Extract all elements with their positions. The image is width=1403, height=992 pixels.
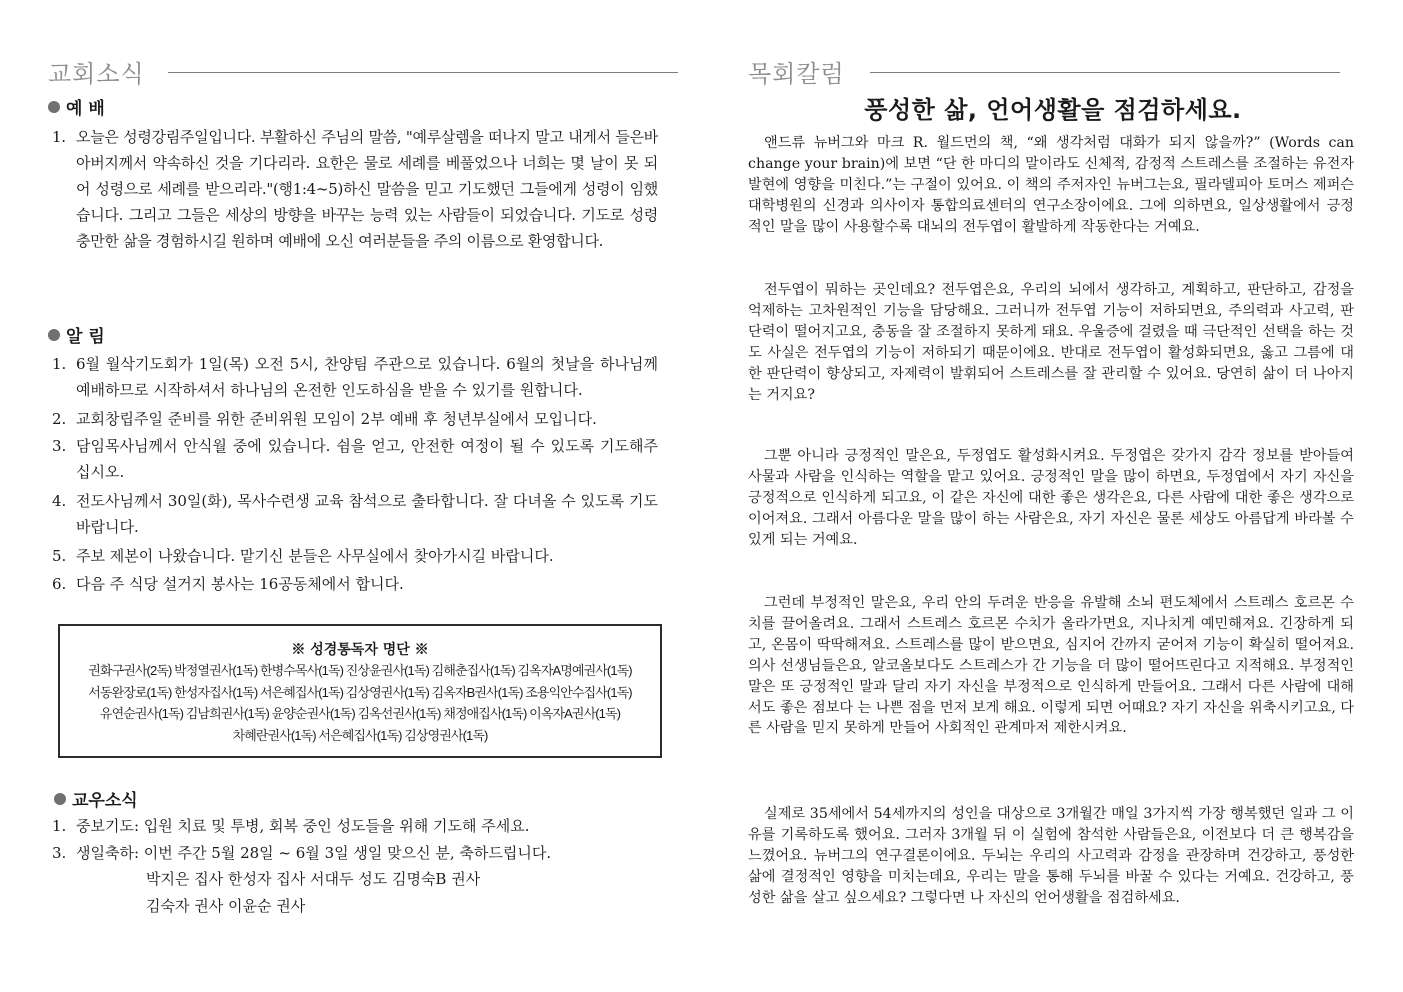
member-item-1	[52, 813, 658, 839]
worship-item	[52, 124, 658, 254]
bible-readers-box	[58, 624, 662, 758]
bullet-icon	[48, 329, 60, 341]
worship-heading-label: 예 배	[66, 99, 105, 119]
item-number: 4.	[52, 492, 67, 510]
column-paragraph-5: 실제로 35세에서 54세까지의 성인을 대상으로 3개월간 매일 3가지씩 가장 행복했던 일과 그 이유를 기록하도록 했어요. 그러자 3개월 뒤 이 실험에 참석한 사람들은요, 이전보다 더 큰 행복감을 느꼈어요. 뉴버그의 연구결론이에요. 두뇌는 우리의 사고력과 감정을 관장하며 건강하고, 풍성한 삶에 결정적인 영향을 미치는데요, 우리는 말을 통해 두뇌를 바꿀 수 있다는 거예요. 건강하고, 풍성한 삶을 살고 싶으세요? 그렇다면 나 자신의 언어생활을 점검하세요.	[748, 806, 1354, 906]
item-text: 생일축하: 이번 주간 5월 28일 ~ 6월 3일 생일 맞으신 분, 축하드립니다.	[76, 844, 552, 862]
item-text: 교회창립주일 준비를 위한 준비위원 모임이 2부 예배 후 청년부실에서 모입니다.	[76, 410, 597, 428]
item-text: 담임목사님께서 안식월 중에 있습니다. 쉼을 얻고, 안전한 여정이 될 수 있도록 기도해주십시오.	[76, 437, 658, 481]
birthday-names-2: 김숙자 권사 이윤순 권사	[146, 897, 306, 915]
bible-readers-list	[68, 660, 652, 746]
item-text: 주보 제본이 나왔습니다. 맡기신 분들은 사무실에서 찾아가시길 바랍니다.	[76, 547, 554, 565]
notice-item-5	[52, 543, 658, 569]
members-heading	[54, 786, 138, 811]
church-news-title: 교회소식	[48, 60, 145, 88]
column-title: 풍성한 삶, 언어생활을 점검하세요.	[864, 96, 1242, 124]
notices-heading-label: 알 림	[66, 327, 105, 347]
item-number: 3.	[52, 437, 67, 455]
item-number: 1.	[52, 355, 67, 373]
readers-line: 차혜란권사(1독) 서은혜집사(1독) 김상영권사(1독)	[232, 727, 488, 743]
item-text: 6월 월삭기도회가 1일(목) 오전 5시, 찬양팀 주관으로 있습니다. 6월의 첫날을 하나님께 예배하므로 시작하셔서 하나님의 온전한 인도하심을 받을 수 있기를 원합니다.	[76, 355, 658, 399]
readers-line: 권화구권사(2독) 박정열권사(1독) 한병수목사(1독) 진상윤권사(1독) 김해춘집사(1독) 김옥자A명예권사(1독)	[88, 663, 632, 678]
pastor-column-header	[748, 50, 1358, 88]
header-rule	[870, 72, 1340, 73]
bullet-icon	[54, 793, 66, 805]
member-item-2	[52, 840, 658, 866]
birthday-names-1: 박지은 집사 한성자 집사 서대두 성도 김명숙B 권사	[146, 870, 481, 888]
column-paragraph-4: 그런데 부정적인 말은요, 우리 안의 두려운 반응을 유발해 소뇌 편도체에서 스트레스 호르몬 수치를 끌어올려요. 그래서 스트레스 호르몬 수치가 올라가면요, 지나치게 예민해져요. 긴장하게 되고, 온몸이 딱딱해져요. 스트레스를 많이 받으면요, 심지어 간까지 굳어져 기능이 확실히 떨어져요. 의사 선생님들은요, 알코올보다도 스트레스가 간 기능을 더 많이 떨어뜨린다고 지적해요. 부정적인 말은 또 긍정적인 말과 달리 자기 자신을 부정적으로 인식하게 만들어요. 그래서 다른 사람에 대해서도 좋은 점보다 는 나쁜 점을 먼저 보게 해요. 이렇게 되면 어때요? 자기 자신을 위축시키고요, 다른 사람을 믿지 못하게 만들어 사회적인 관계마저 제한시켜요.	[748, 595, 1354, 737]
readers-line: 유연순권사(1독) 김남희권사(1독) 윤양순권사(1독) 김옥선권사(1독) 채정애집사(1독) 이옥자A권사(1독)	[99, 706, 621, 721]
church-news-header	[48, 50, 678, 88]
column-paragraph-1: 앤드류 뉴버그와 마크 R. 월드먼의 책, “왜 생각처럼 대화가 되지 않을까?” (Words can change your brain)에 보면 “단 한 마디의 말이라도 신체적, 감정적 스트레스를 조절하는 유전자 발현에 영향을 미친다.”는 구절이 있어요. 이 책의 주저자인 뉴버그는요, 필라델피아 토머스 제퍼슨 대학병원의 신경과 의사이자 통합의료센터의 연구소장이에요. 그에 의하면요, 일상생활에서 긍정적인 말을 많이 사용할수록 대뇌의 전두엽이 활발하게 작동한다는 거예요.	[748, 135, 1354, 235]
column-paragraph-3: 그뿐 아니라 긍정적인 말은요, 두정엽도 활성화시켜요. 두정엽은 갖가지 감각 정보를 받아들여 사물과 사람을 인식하는 역할을 맡고 있어요. 긍정적인 말을 많이 하면요, 두정엽에서 자기 자신을 긍정적으로 인식하게 되고요, 이 같은 자신에 대한 좋은 생각은요, 다른 사람에 대한 좋은 생각으로 이어져요. 그래서 아름다운 말을 많이 하는 사람은요, 자기 자신은 물론 세상도 아름답게 바라볼 수 있게 되는 거예요.	[748, 448, 1354, 548]
notice-item-1	[52, 351, 658, 403]
worship-heading	[48, 94, 105, 119]
item-text: 오늘은 성령강림주일입니다. 부활하신 주님의 말씀, "예루살렘을 떠나지 말고 내게서 들은바 아버지께서 약속하신 것을 기다리라. 요한은 물로 세례를 베풀었으나 너희는 몇 날이 못 되어 성령으로 세례를 받으리라."(행1:4~5)하신 말씀을 믿고 기도했던 그들에게 성령이 임했습니다. 그리고 그들은 세상의 방향을 바꾸는 능력 있는 사람들이 되었습니다. 기도로 성령 충만한 삶을 경험하시길 원하며 예배에 오신 여러분들을 주의 이름으로 환영합니다.	[76, 128, 658, 250]
item-number: 6.	[52, 575, 67, 593]
notices-heading	[48, 322, 105, 347]
item-text: 다음 주 식당 설거지 봉사는 16공동체에서 합니다.	[76, 575, 404, 593]
item-number: 2.	[52, 410, 67, 428]
item-number: 1.	[52, 128, 66, 146]
item-number: 3.	[52, 844, 67, 862]
notice-item-2	[52, 406, 658, 432]
header-rule	[168, 72, 678, 73]
item-text: 전도사님께서 30일(화), 목사수련생 교육 참석으로 출타합니다. 잘 다녀올 수 있도록 기도 바랍니다.	[76, 492, 658, 536]
item-number: 5.	[52, 547, 67, 565]
notice-item-6	[52, 571, 658, 597]
notice-item-4	[52, 488, 658, 540]
item-number: 1.	[52, 817, 67, 835]
members-heading-label: 교우소식	[72, 791, 138, 811]
pastor-column-section-title: 목회칼럼	[748, 60, 845, 88]
notice-item-3	[52, 433, 658, 485]
bullet-icon	[48, 101, 60, 113]
bible-readers-title: ※ 성경통독자 명단 ※	[291, 642, 429, 658]
column-paragraph-2: 전두엽이 뭐하는 곳인데요? 전두엽은요, 우리의 뇌에서 생각하고, 계획하고, 판단하고, 감정을 억제하는 고차원적인 기능을 담당해요. 그러니까 전두엽 기능이 저하되면요, 주의력과 사고력, 판단력이 떨어지고요, 충동을 잘 조절하지 못하게 돼요. 우울증에 걸렸을 때 극단적인 선택을 하는 것도 사실은 전두엽의 기능이 저하되기 때문이에요. 반대로 전두엽이 활성화되면요, 옳고 그름에 대한 판단력이 향상되고, 자제력이 발휘되어 스트레스를 잘 관리할 수 있어요. 당연히 삶이 더 나아지는 거지요?	[748, 282, 1354, 403]
readers-line: 서동완장로(1독) 한성자집사(1독) 서은혜집사(1독) 김상영권사(1독) 김옥자B권사(1독) 조용익안수집사(1독)	[88, 684, 632, 700]
item-text: 중보기도: 입원 치료 및 투병, 회복 중인 성도들을 위해 기도해 주세요.	[76, 817, 530, 835]
